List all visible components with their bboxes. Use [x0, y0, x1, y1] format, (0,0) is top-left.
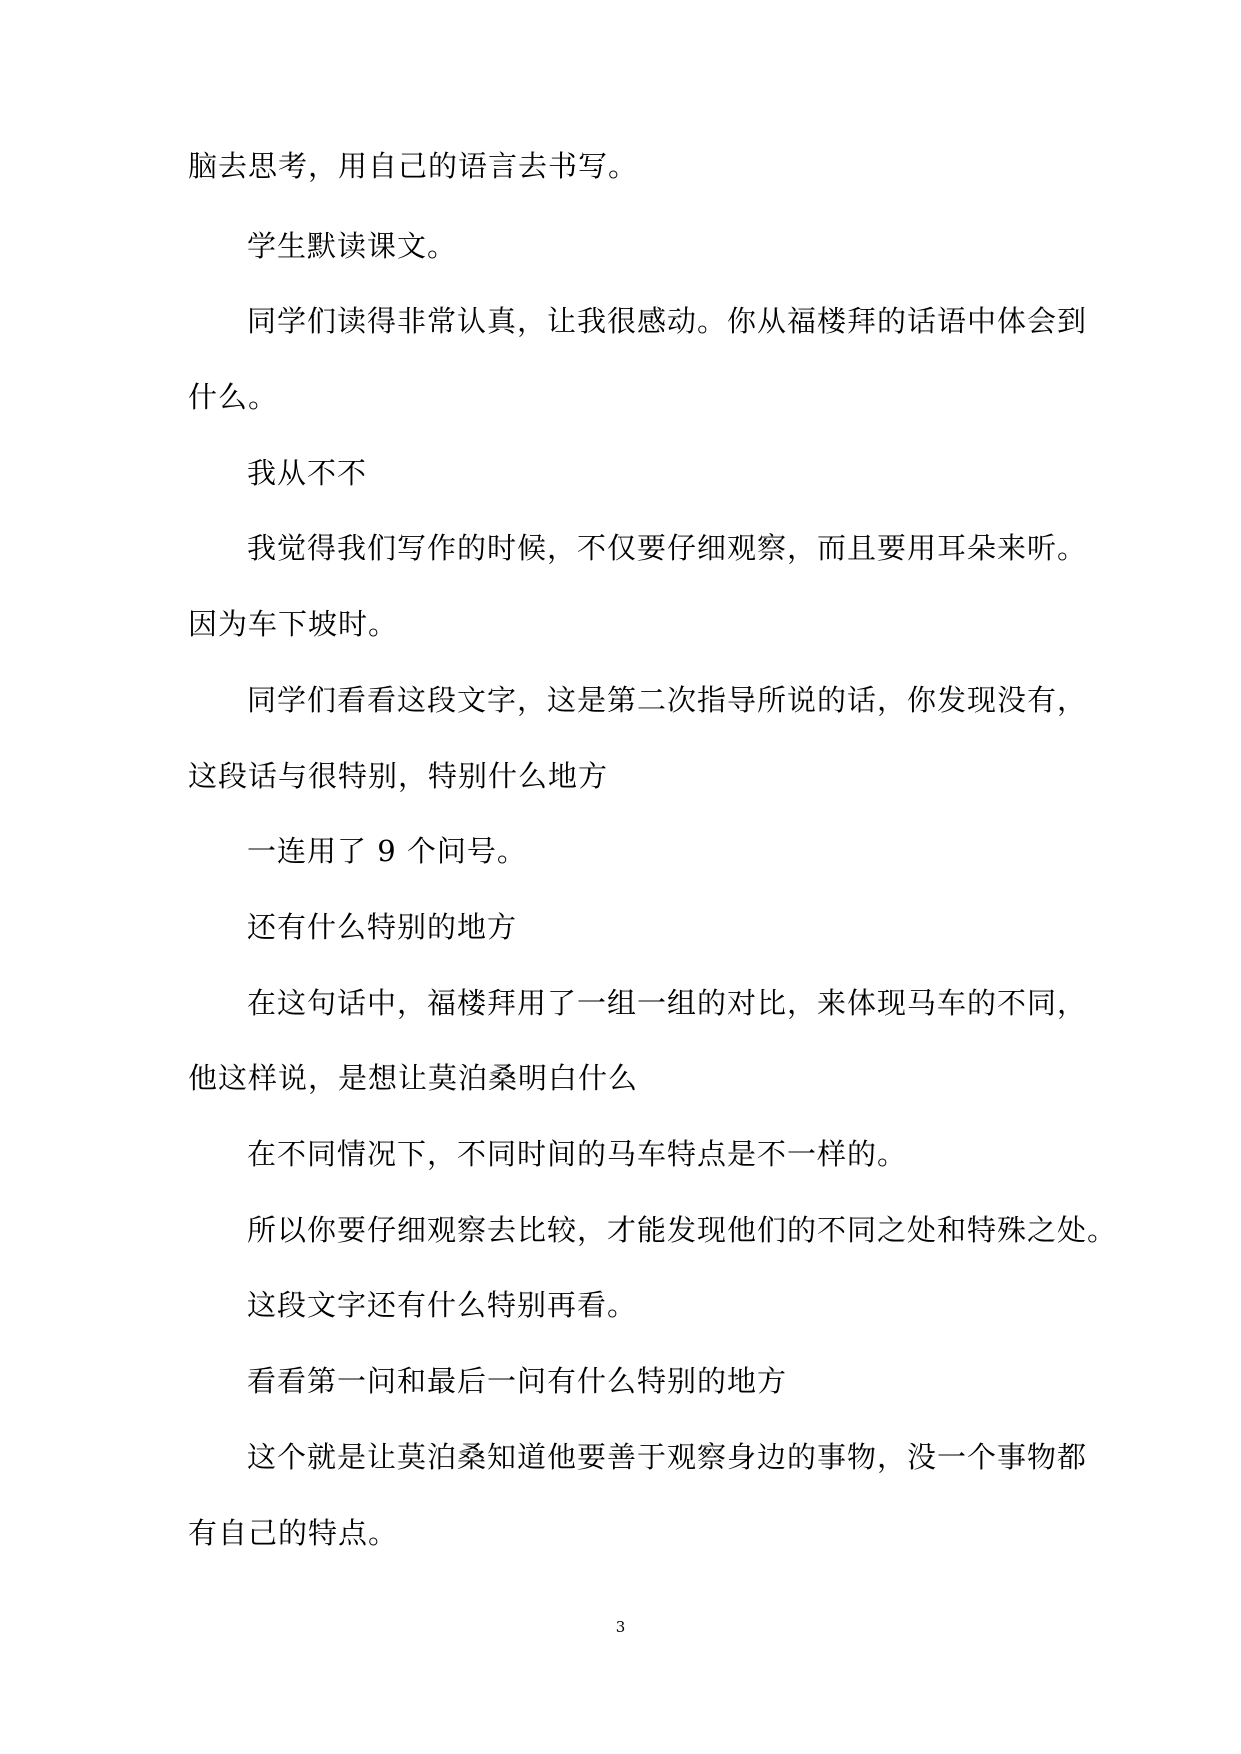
text-line: 我从不不: [247, 456, 368, 490]
text-line: 因为车下坡时。: [188, 607, 399, 641]
text-line: 还有什么特别的地方: [247, 910, 518, 944]
text-line: 有自己的特点。: [188, 1516, 399, 1550]
text-line: 他这样说，是想让莫泊桑明白什么: [188, 1061, 639, 1095]
text-line: 什么。: [188, 380, 279, 414]
text-line: 看看第一问和最后一问有什么特别的地方: [247, 1364, 788, 1398]
text-line: 学生默读课文。: [247, 229, 458, 263]
text-line: 脑去思考，用自己的语言去书写。: [188, 149, 639, 183]
text-line: 所以你要仔细观察去比较，才能发现他们的不同之处和特殊之处。: [247, 1213, 1118, 1247]
text-line: 一连用了 9 个问号。: [247, 834, 527, 868]
text-line: 我觉得我们写作的时候，不仅要仔细观察，而且要用耳朵来听。: [247, 531, 1088, 565]
text-line: 同学们读得非常认真，让我很感动。你从福楼拜的话语中体会到: [247, 304, 1088, 338]
text-line: 这段话与很特别，特别什么地方: [188, 759, 609, 793]
text-line: 这段文字还有什么特别再看。: [247, 1288, 638, 1322]
text-line: 在不同情况下，不同时间的马车特点是不一样的。: [247, 1137, 908, 1171]
text-line: 在这句话中，福楼拜用了一组一组的对比，来体现马车的不同，: [247, 986, 1088, 1020]
text-line: 同学们看看这段文字，这是第二次指导所说的话，你发现没有，: [247, 683, 1088, 717]
page-number: 3: [615, 1618, 626, 1636]
text-line: 这个就是让莫泊桑知道他要善于观察身边的事物，没一个事物都: [247, 1440, 1088, 1474]
